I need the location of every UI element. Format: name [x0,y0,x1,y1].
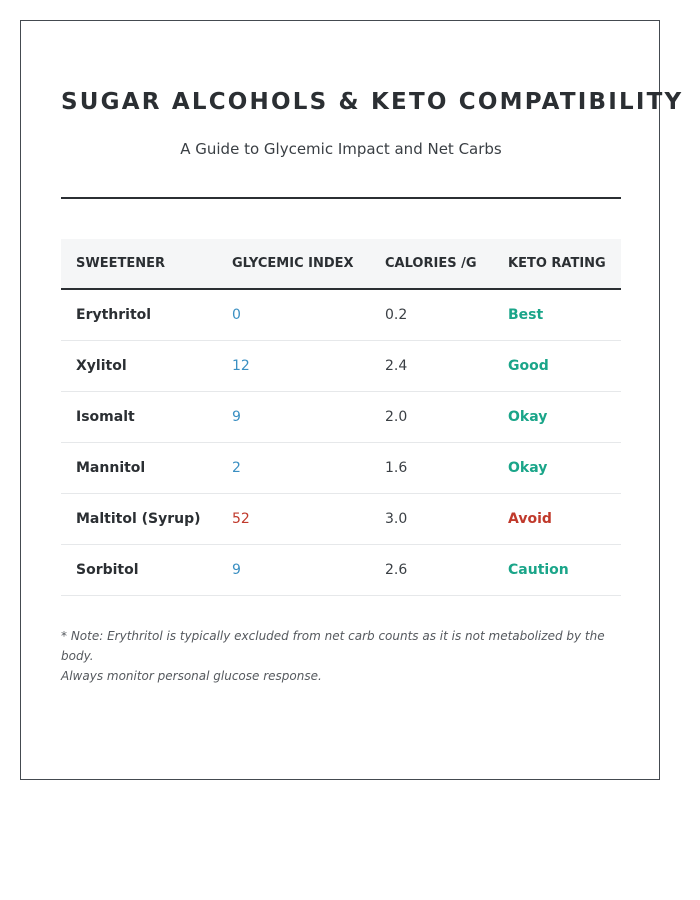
glycemic-index-value: 9 [232,409,241,425]
keto-rating-value: Good [508,358,549,374]
page-title: SUGAR ALCOHOLS & KETO COMPATIBILITY [61,89,684,115]
keto-rating-value: Okay [508,460,548,476]
document-page [20,20,684,780]
table-header [61,239,621,290]
table-row [61,545,621,596]
calories-value: 3.0 [385,511,408,527]
glycemic-index-value: 2 [232,460,241,476]
footnote [61,626,621,686]
keto-rating-value: Avoid [508,511,552,527]
sweetener-name: Xylitol [76,358,127,374]
calories-value: 2.4 [385,358,408,374]
sweetener-table [61,239,621,596]
glycemic-index-value: 9 [232,562,241,578]
column-header-sweetener: SWEETENER [76,256,165,271]
glycemic-index-value: 12 [232,358,250,374]
calories-value: 2.6 [385,562,408,578]
calories-value: 0.2 [385,307,408,323]
calories-value: 1.6 [385,460,408,476]
footnote-line: Always monitor personal glucose response. [61,669,322,683]
sweetener-name: Mannitol [76,460,146,476]
sweetener-name: Maltitol (Syrup) [76,511,201,527]
sweetener-name: Isomalt [76,409,135,425]
column-header-calories: CALORIES /G [385,256,477,271]
title-divider [61,197,621,199]
column-header-keto-rating: KETO RATING [508,256,606,271]
sweetener-name: Erythritol [76,307,152,323]
table-row [61,341,621,392]
keto-rating-value: Best [508,307,544,323]
glycemic-index-value: 0 [232,307,241,323]
table-row [61,392,621,443]
footnote-line: * Note: Erythritol is typically excluded from net carb counts as it is not metabolized by the body. [61,629,605,663]
page-subtitle: A Guide to Glycemic Impact and Net Carbs [180,140,502,158]
sweetener-name: Sorbitol [76,562,139,578]
glycemic-index-value: 52 [232,511,250,527]
calories-value: 2.0 [385,409,408,425]
table-row [61,494,621,545]
table-row [61,290,621,341]
column-header-glycemic-index: GLYCEMIC INDEX [232,256,354,271]
keto-rating-value: Okay [508,409,548,425]
keto-rating-value: Caution [508,562,569,578]
table-row [61,443,621,494]
